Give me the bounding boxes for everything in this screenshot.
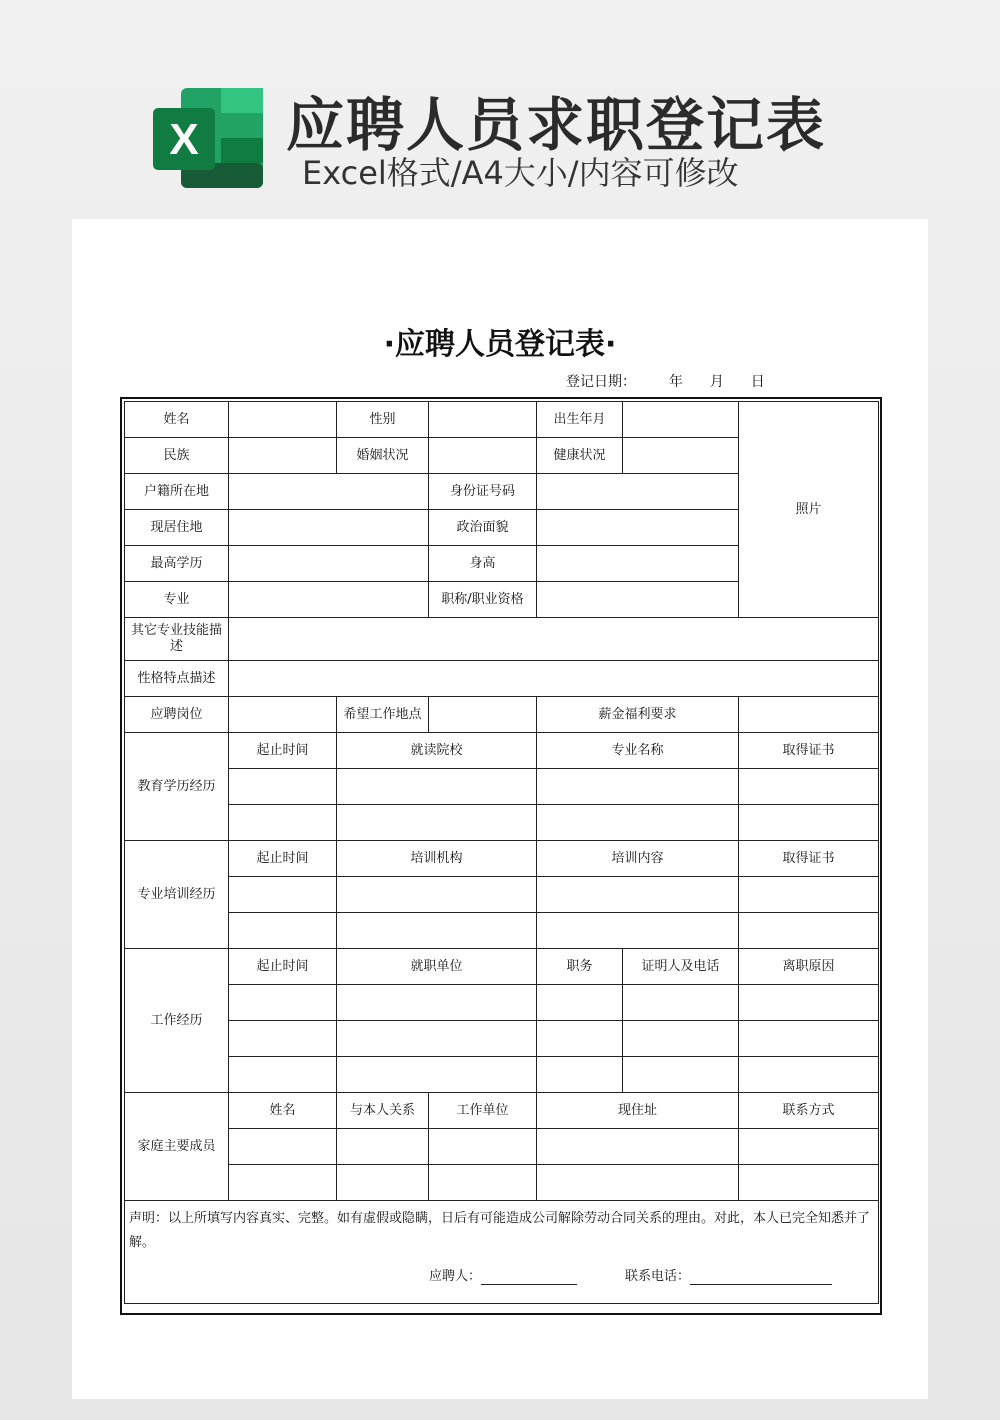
family-cell[interactable] (337, 1165, 429, 1201)
input-marital[interactable] (429, 438, 537, 474)
family-cell[interactable] (739, 1129, 879, 1165)
work-cell[interactable] (537, 1021, 623, 1057)
train-cell[interactable] (739, 877, 879, 913)
train-header-institution: 培训机构 (337, 841, 537, 877)
declaration-text: 声明：以上所填写内容真实、完整。如有虚假或隐瞒，日后有可能造成公司解除劳动合同关系的理由。对此，本人已完全知悉并了解。 (129, 1211, 871, 1250)
family-header-relation: 与本人关系 (337, 1093, 429, 1129)
banner-title: 应聘人员求职登记表 (286, 91, 827, 159)
photo-box[interactable]: 照片 (739, 402, 879, 618)
label-id-number: 身份证号码 (429, 474, 537, 510)
family-header-address: 现住址 (537, 1093, 739, 1129)
input-personality[interactable] (229, 661, 879, 697)
edu-cell[interactable] (537, 769, 739, 805)
label-major: 专业 (125, 582, 229, 618)
declaration-cell (125, 1201, 879, 1304)
label-salary: 薪金福利要求 (537, 697, 739, 733)
input-title-qual[interactable] (537, 582, 739, 618)
form-frame (120, 397, 882, 1315)
work-header-employer: 就职单位 (337, 949, 537, 985)
excel-icon (153, 88, 263, 188)
table-row (125, 1021, 879, 1057)
work-cell[interactable] (337, 1057, 537, 1093)
family-header-employer: 工作单位 (429, 1093, 537, 1129)
applicant-label: 应聘人： (429, 1269, 482, 1284)
table-row (125, 769, 879, 805)
document-title: ·应聘人员登记表· (383, 327, 617, 362)
work-header-period: 起止时间 (229, 949, 337, 985)
input-political[interactable] (537, 510, 739, 546)
train-header-content: 培训内容 (537, 841, 739, 877)
label-birth: 出生年月 (537, 402, 623, 438)
label-marital: 婚姻状况 (337, 438, 429, 474)
registration-date (566, 371, 765, 391)
train-cell[interactable] (337, 913, 537, 949)
input-work-place[interactable] (429, 697, 537, 733)
work-cell[interactable] (739, 1057, 879, 1093)
phone-label: 联系电话： (625, 1269, 691, 1284)
edu-header-period: 起止时间 (229, 733, 337, 769)
banner-subtitle: Excel格式/A4大小/内容可修改 (302, 154, 739, 192)
label-health: 健康状况 (537, 438, 623, 474)
family-cell[interactable] (739, 1165, 879, 1201)
label-height: 身高 (429, 546, 537, 582)
table-row (125, 1057, 879, 1093)
input-height[interactable] (537, 546, 739, 582)
promo-banner (0, 0, 1000, 218)
input-major[interactable] (229, 582, 429, 618)
date-month: 月 (709, 374, 724, 390)
excel-logo-letter: X (169, 115, 199, 164)
edu-cell[interactable] (537, 805, 739, 841)
label-personality: 性格特点描述 (125, 661, 229, 697)
train-cell[interactable] (537, 913, 739, 949)
edu-cell[interactable] (229, 805, 337, 841)
table-row (125, 805, 879, 841)
table-row (125, 985, 879, 1021)
input-position[interactable] (229, 697, 337, 733)
table-row (125, 1129, 879, 1165)
date-label: 登记日期： (566, 374, 636, 390)
input-health[interactable] (623, 438, 739, 474)
work-cell[interactable] (337, 985, 537, 1021)
work-cell[interactable] (537, 985, 623, 1021)
work-cell[interactable] (623, 1057, 739, 1093)
family-cell[interactable] (229, 1129, 337, 1165)
document-page (72, 219, 928, 1399)
edu-cell[interactable] (337, 769, 537, 805)
edu-header-certificate: 取得证书 (739, 733, 879, 769)
edu-cell[interactable] (739, 805, 879, 841)
work-header-leave-reason: 离职原因 (739, 949, 879, 985)
phone-signature[interactable] (625, 1269, 832, 1285)
date-day: 日 (750, 374, 765, 390)
family-cell[interactable] (537, 1165, 739, 1201)
label-gender: 性别 (337, 402, 429, 438)
train-cell[interactable] (537, 877, 739, 913)
label-other-skills: 其它专业技能描述 (125, 618, 229, 661)
label-education: 最高学历 (125, 546, 229, 582)
label-position: 应聘岗位 (125, 697, 229, 733)
input-hukou[interactable] (229, 474, 429, 510)
edu-header-major: 专业名称 (537, 733, 739, 769)
date-year: 年 (668, 374, 683, 390)
input-gender[interactable] (429, 402, 537, 438)
family-cell[interactable] (337, 1129, 429, 1165)
family-cell[interactable] (229, 1165, 337, 1201)
family-cell[interactable] (537, 1129, 739, 1165)
label-title-qual: 职称/职业资格 (429, 582, 537, 618)
train-cell[interactable] (739, 913, 879, 949)
phone-line[interactable] (690, 1270, 832, 1285)
label-hukou: 户籍所在地 (125, 474, 229, 510)
input-other-skills[interactable] (229, 618, 879, 661)
work-cell[interactable] (739, 1021, 879, 1057)
work-cell[interactable] (229, 1057, 337, 1093)
train-cell[interactable] (229, 877, 337, 913)
table-row (125, 877, 879, 913)
label-address: 现居住地 (125, 510, 229, 546)
input-id-number[interactable] (537, 474, 739, 510)
applicant-line[interactable] (481, 1270, 577, 1285)
input-ethnicity[interactable] (229, 438, 337, 474)
label-name: 姓名 (125, 402, 229, 438)
family-cell[interactable] (429, 1129, 537, 1165)
registration-form (124, 401, 879, 1304)
label-training-history: 专业培训经历 (125, 841, 229, 949)
label-family-members: 家庭主要成员 (125, 1093, 229, 1201)
label-political: 政治面貌 (429, 510, 537, 546)
edu-cell[interactable] (337, 805, 537, 841)
train-header-period: 起止时间 (229, 841, 337, 877)
label-work-history: 工作经历 (125, 949, 229, 1093)
work-cell[interactable] (739, 985, 879, 1021)
work-cell[interactable] (537, 1057, 623, 1093)
work-cell[interactable] (229, 1021, 337, 1057)
table-row (125, 913, 879, 949)
applicant-signature[interactable] (429, 1269, 577, 1285)
work-cell[interactable] (337, 1021, 537, 1057)
edu-cell[interactable] (739, 769, 879, 805)
input-birth[interactable] (623, 402, 739, 438)
train-cell[interactable] (337, 877, 537, 913)
label-ethnicity: 民族 (125, 438, 229, 474)
input-name[interactable] (229, 402, 337, 438)
family-header-name: 姓名 (229, 1093, 337, 1129)
family-cell[interactable] (429, 1165, 537, 1201)
input-education[interactable] (229, 546, 429, 582)
work-header-role: 职务 (537, 949, 623, 985)
table-row (125, 1165, 879, 1201)
input-salary[interactable] (739, 697, 879, 733)
edu-header-school: 就读院校 (337, 733, 537, 769)
label-work-place: 希望工作地点 (337, 697, 429, 733)
work-cell[interactable] (229, 985, 337, 1021)
input-address[interactable] (229, 510, 429, 546)
family-header-contact: 联系方式 (739, 1093, 879, 1129)
train-cell[interactable] (229, 913, 337, 949)
edu-cell[interactable] (229, 769, 337, 805)
work-cell[interactable] (623, 1021, 739, 1057)
train-header-certificate: 取得证书 (739, 841, 879, 877)
work-header-reference: 证明人及电话 (623, 949, 739, 985)
label-education-history: 教育学历经历 (125, 733, 229, 841)
work-cell[interactable] (623, 985, 739, 1021)
